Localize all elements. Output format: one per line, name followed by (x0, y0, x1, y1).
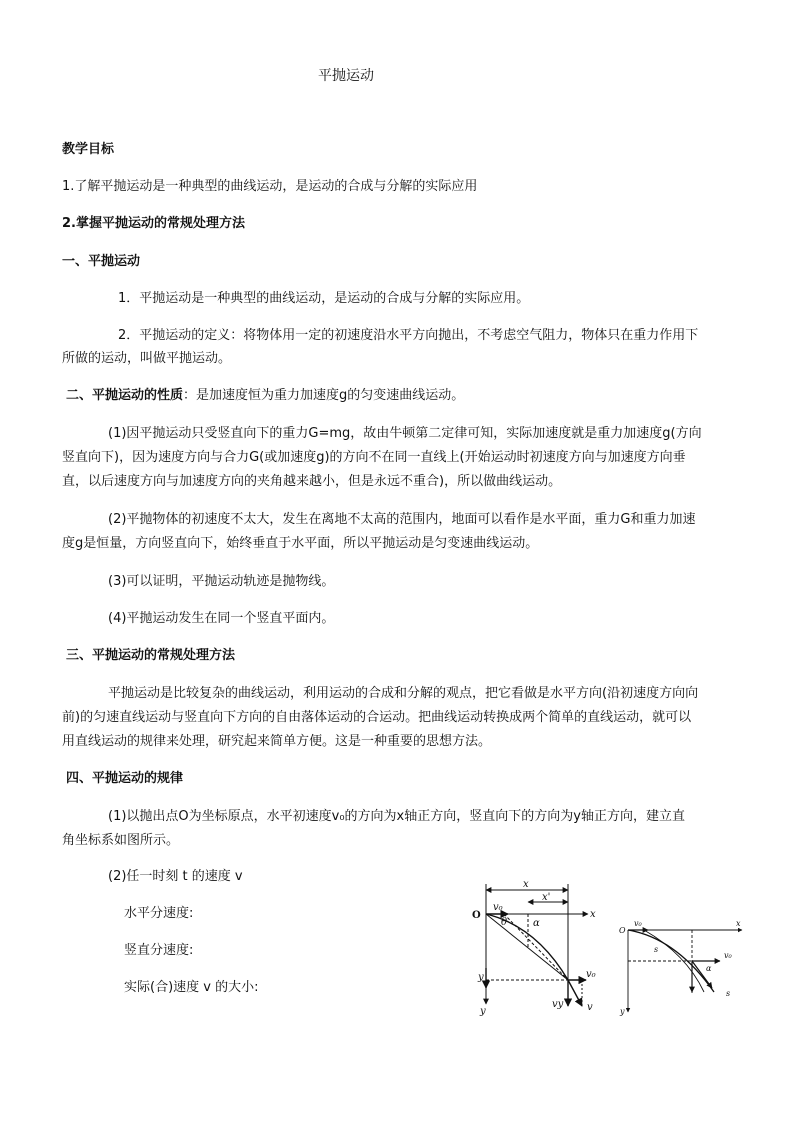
label-y: y (478, 972, 484, 983)
fig2-label-s: s (654, 945, 659, 954)
v-arrow (568, 980, 582, 1006)
vertical-velocity-label: 竖直分速度: (124, 943, 194, 958)
section3-p-line1: 平抛运动是比较复杂的曲线运动，利用运动的合成和分解的观点，把它看做是水平方向(沿初速度方向向 (108, 686, 699, 701)
section1-p2-line1: 2．平抛运动的定义：将物体用一定的初速度沿水平方向抛出，不考虑空气阻力，物体只在重力作用下 (118, 328, 699, 343)
section1-p2-line2: 所做的运动，叫做平抛运动。 (62, 351, 232, 366)
section2-heading-line (66, 387, 464, 405)
label-v0-top: v₀ (493, 902, 503, 913)
fig2-label-origin: O (619, 926, 626, 935)
projectile-figure-1 (466, 876, 600, 1016)
section3-heading: 三、平抛运动的常规处理方法 (66, 648, 236, 663)
objective-1: 1.了解平抛运动是一种典型的曲线运动，是运动的合成与分解的实际应用 (62, 179, 478, 194)
section4-p1-line2: 角坐标系如图所示。 (62, 833, 180, 848)
section2-heading: 二、平抛运动的性质 (66, 388, 184, 403)
fig2-label-v0-top: v₀ (634, 919, 642, 928)
fig2-label-alpha: α (706, 964, 712, 973)
section4-p1-line1: (1)以抛出点O为坐标原点，水平初速度v₀的方向为x轴正方向，竖直向下的方向为y轴正方向，建立直 (108, 809, 685, 824)
label-vy: vy (552, 999, 564, 1010)
objectives-heading: 教学目标 (62, 142, 115, 157)
section3-p-line3: 用直线运动的规律来处理，研究起来简单方便。这是一种重要的思想方法。 (62, 734, 492, 749)
label-x-prime: x' (542, 892, 551, 903)
label-v: v (587, 1002, 593, 1013)
label-origin: O (472, 910, 481, 921)
fig2-label-s2: s (726, 989, 731, 998)
section4-p2: (2)任一时刻 t 的速度 v (108, 869, 243, 884)
objective-2: 2.掌握平抛运动的常规处理方法 (62, 216, 245, 231)
section1-heading: 一、平抛运动 (62, 254, 141, 269)
label-x: x (523, 879, 529, 890)
label-v0-right: v₀ (586, 969, 596, 980)
section2-p1-line2: 竖直向下)，因为速度方向与合力G(或加速度g)的方向不在同一直线上(开始运动时初速度方向与加速度方向垂 (62, 450, 686, 465)
section1-p1: 1．平抛运动是一种典型的曲线运动，是运动的合成与分解的实际应用。 (118, 291, 530, 306)
section4-heading: 四、平抛运动的规律 (66, 771, 184, 786)
actual-velocity-label: 实际(合)速度 v 的大小: (124, 980, 259, 995)
displacement-line (486, 914, 568, 980)
section3-p-line2: 前)的匀速直线运动与竖直向下方向的自由落体运动的合运动。把曲线运动转换成两个简单的直线运动，就可以 (62, 710, 692, 725)
fig2-label-axis-y: y (620, 1007, 625, 1016)
fig2-label-axis-x: x (736, 919, 741, 928)
section2-p3: (3)可以证明，平抛运动轨迹是抛物线。 (108, 574, 335, 589)
label-alpha: α (533, 918, 540, 929)
horizontal-velocity-label: 水平分速度: (124, 906, 194, 921)
label-axis-x: x (590, 909, 596, 920)
projectile-figure-2 (616, 914, 746, 1016)
fig2-label-v0-right: v₀ (724, 951, 732, 960)
section2-p4: (4)平抛运动发生在同一个竖直平面内。 (108, 611, 335, 626)
label-theta: θ (501, 917, 508, 928)
section2-p1-line3: 直，以后速度方向与加速度方向的夹角越来越小，但是永远不重合)，所以做曲线运动。 (62, 474, 562, 489)
section2-heading-rest: ：是加速度恒为重力加速度g的匀变速曲线运动。 (183, 388, 465, 403)
section2-p2-line1: (2)平抛物体的初速度不太大，发生在离地不太高的范围内，地面可以看作是水平面，重力G和重力加速 (108, 512, 696, 527)
section2-p2-line2: 度g是恒量，方向竖直向下，始终垂直于水平面，所以平抛运动是匀变速曲线运动。 (62, 536, 539, 551)
page-title: 平抛运动 (318, 68, 374, 84)
section2-p1-line1: (1)因平抛运动只受竖直向下的重力G=mg，故由牛顿第二定律可知，实际加速度就是重力加速度g(方向 (108, 426, 702, 441)
label-y-axis: y (480, 1006, 486, 1016)
